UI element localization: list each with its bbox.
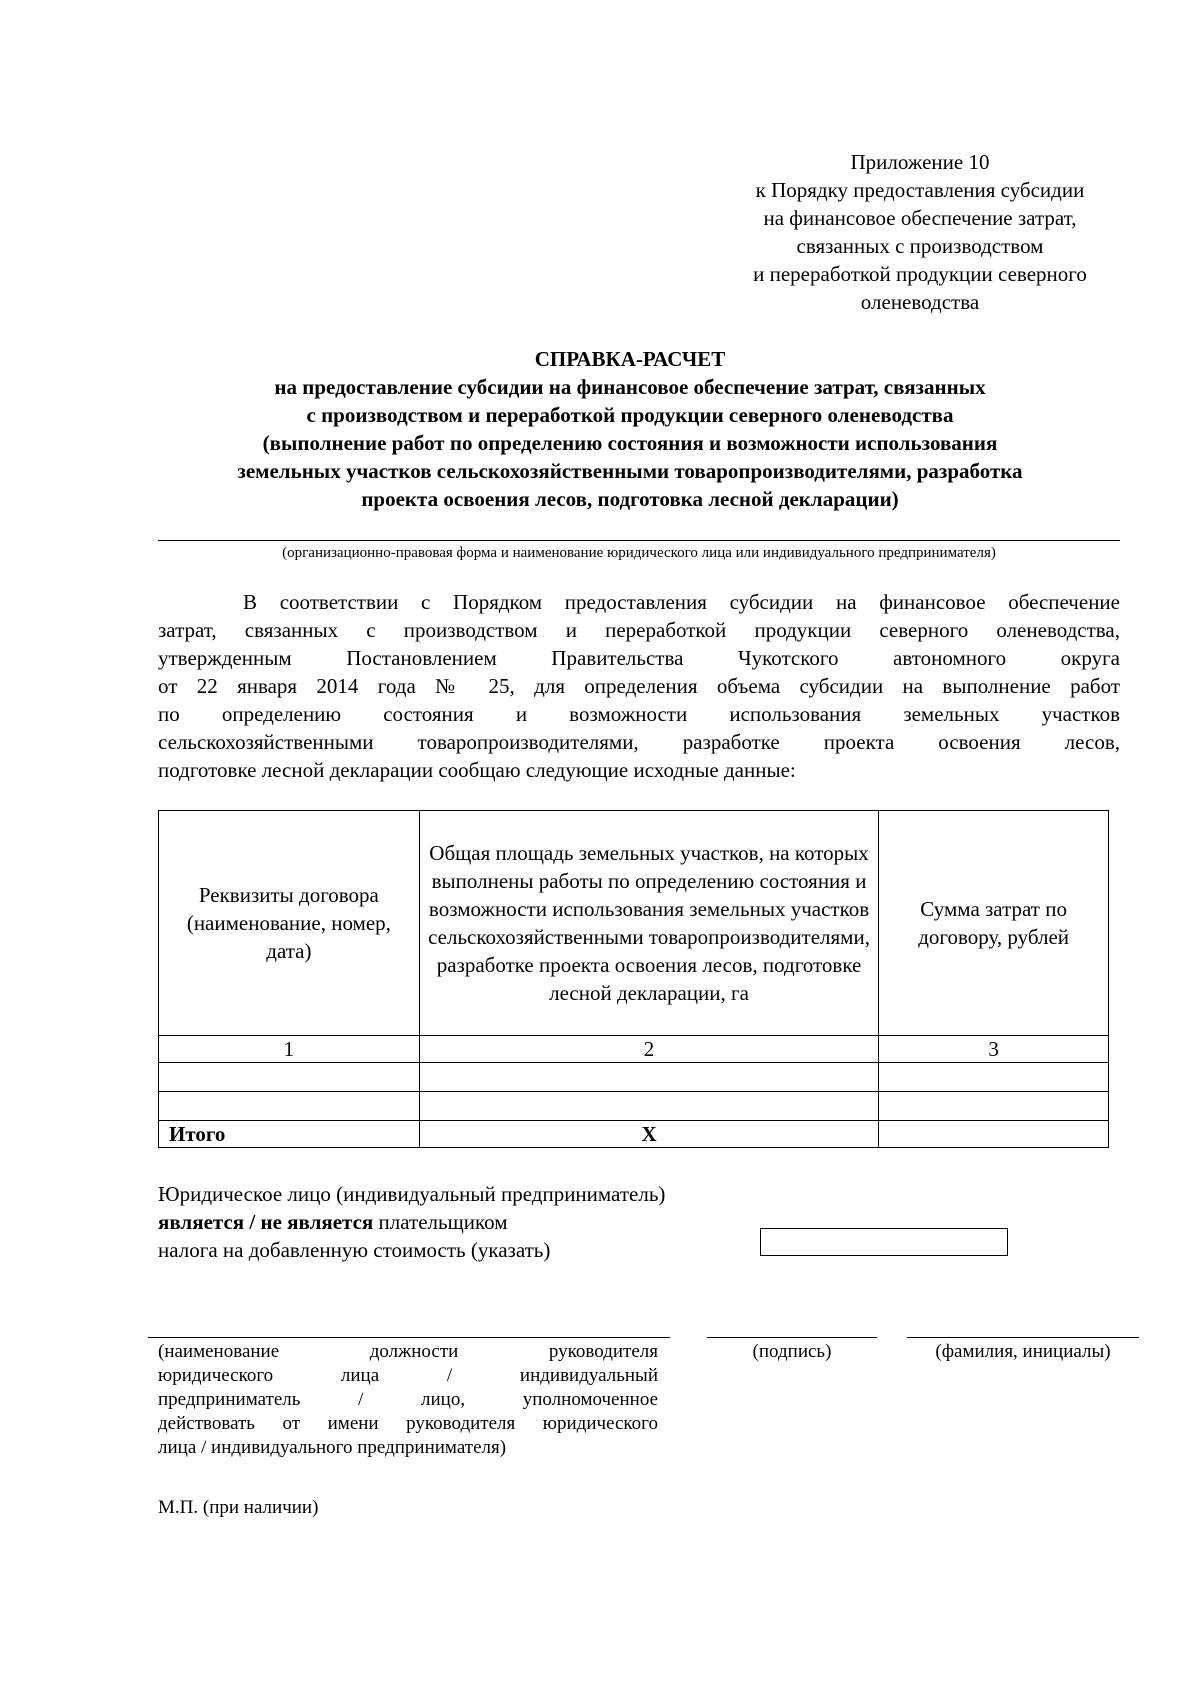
title-line: на предоставление субсидии на финансовое обеспечение затрат, связанных	[274, 375, 986, 399]
table-cell[interactable]	[419, 1063, 879, 1092]
title-heading: СПРАВКА-РАСЧЕТ	[534, 347, 726, 371]
column-number: 3	[879, 1036, 1109, 1063]
vat-line-rest: плательщиком	[373, 1210, 508, 1234]
appendix-line: связанных с производством	[796, 234, 1044, 258]
organization-input-line[interactable]	[158, 540, 1120, 541]
name-caption: (фамилия, инициалы)	[935, 1341, 1111, 1362]
signature-line[interactable]	[707, 1337, 877, 1338]
table-cell[interactable]	[419, 1092, 879, 1121]
vat-status-box[interactable]	[760, 1228, 1008, 1256]
table-cell[interactable]	[159, 1092, 420, 1121]
organization-caption: (организационно-правовая форма и наименование юридического лица или индивидуального предпринимателя)	[282, 545, 996, 561]
total-x-mark: X	[419, 1121, 879, 1148]
header-cost-sum: Сумма затрат по договору, рублей	[879, 811, 1109, 1036]
paragraph-line: подготовке лесной декларации сообщаю следующие исходные данные:	[158, 758, 796, 782]
body-paragraph	[158, 588, 1120, 784]
table-cell[interactable]	[159, 1063, 420, 1092]
table-total-row	[159, 1121, 1109, 1148]
title-line: земельных участков сельскохозяйственными товаропроизводителями, разработка	[237, 459, 1023, 483]
document-title	[150, 345, 1110, 513]
title-line: с производством и переработкой продукции северного оленеводства	[306, 403, 954, 427]
signature-caption: (подпись)	[752, 1341, 832, 1362]
position-caption-line: действовать от имени руководителя юридического	[158, 1413, 658, 1434]
paragraph-line: сельскохозяйственными товаропроизводителями, разработке проекта освоения лесов,	[158, 730, 1120, 754]
table-cell[interactable]	[879, 1092, 1109, 1121]
appendix-line: оленеводства	[860, 290, 980, 314]
paragraph-line: от 22 января 2014 года № 25, для определения объема субсидии на выполнение работ	[158, 674, 1120, 698]
position-caption-line: предприниматель / лицо, уполномоченное	[158, 1389, 658, 1410]
header-total-area: Общая площадь земельных участков, на которых выполнены работы по определению состояния и возможности использования земельных участков сельскохозяйственными товаропроизводителями, разработке проекта освоения лесов, подготовке лесной декларации, га	[419, 811, 879, 1036]
appendix-line: на финансовое обеспечение затрат,	[763, 206, 1077, 230]
total-sum-cell[interactable]	[879, 1121, 1109, 1148]
vat-line: Юридическое лицо (индивидуальный предприниматель)	[158, 1182, 666, 1206]
position-caption-line: юридического лица / индивидуальный	[158, 1365, 658, 1386]
appendix-line: к Порядку предоставления субсидии	[755, 178, 1085, 202]
name-signature-line[interactable]	[907, 1337, 1139, 1338]
title-line: проекта освоения лесов, подготовка лесной декларации)	[361, 487, 899, 511]
appendix-line: и переработкой продукции северного	[753, 262, 1087, 286]
title-line: (выполнение работ по определению состояния и возможности использования	[262, 431, 998, 455]
table-number-row	[159, 1036, 1109, 1063]
position-caption-line: лица / индивидуального предпринимателя)	[158, 1437, 507, 1458]
position-caption	[158, 1340, 658, 1460]
paragraph-line: затрат, связанных с производством и переработкой продукции северного оленеводства,	[158, 618, 1120, 642]
column-number: 2	[419, 1036, 879, 1063]
position-signature-line[interactable]	[148, 1337, 670, 1338]
table-header-row	[159, 811, 1109, 1036]
vat-line	[158, 1208, 758, 1236]
calculation-table	[158, 810, 1109, 1148]
table-row	[159, 1092, 1109, 1121]
paragraph-line: утвержденным Постановлением Правительства Чукотского автономного округа	[158, 646, 1120, 670]
vat-statement	[158, 1180, 758, 1264]
vat-bold-choice: является / не является	[158, 1210, 374, 1234]
paragraph-line: по определению состояния и возможности использования земельных участков	[158, 702, 1120, 726]
position-caption-line: (наименование должности руководителя	[158, 1341, 658, 1362]
vat-line: налога на добавленную стоимость (указать)	[158, 1238, 551, 1262]
table-cell[interactable]	[879, 1063, 1109, 1092]
seal-note: М.П. (при наличии)	[158, 1497, 319, 1518]
header-contract-details: Реквизиты договора (наименование, номер, дата)	[159, 811, 420, 1036]
appendix-line: Приложение 10	[850, 150, 990, 174]
total-label: Итого	[159, 1121, 420, 1148]
column-number: 1	[159, 1036, 420, 1063]
paragraph-line: В соответствии с Порядком предоставления субсидии на финансовое обеспечение	[243, 590, 1120, 614]
appendix-block	[700, 148, 1140, 316]
table-row	[159, 1063, 1109, 1092]
